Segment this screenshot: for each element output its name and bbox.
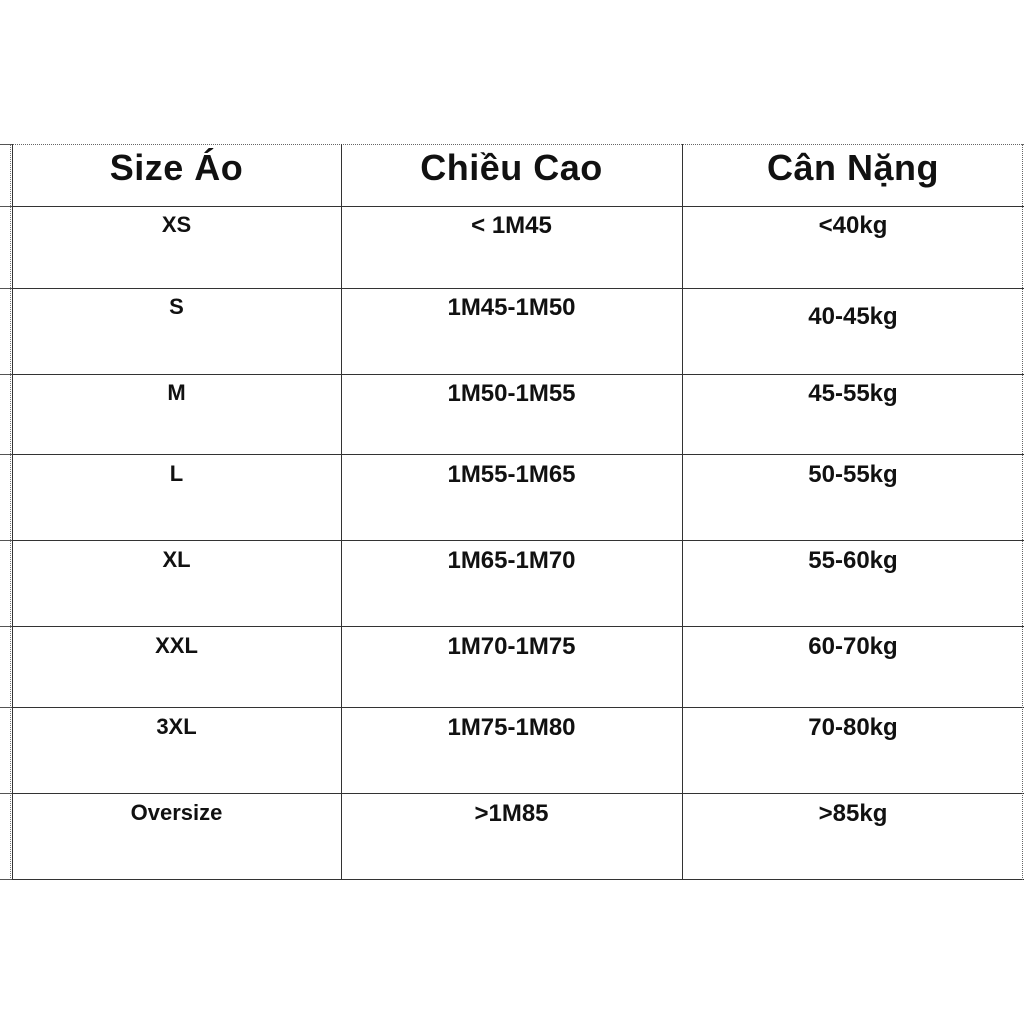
row-height: 1M65-1M70 [447, 547, 576, 574]
row-divider [12, 540, 1024, 541]
header-weight: Cân Nặng [766, 147, 939, 188]
column-divider [682, 144, 683, 880]
gutter-tick [0, 793, 12, 794]
row-weight: 40-45kg [808, 303, 898, 330]
row-weight: 45-55kg [808, 380, 898, 407]
row-weight: 50-55kg [808, 461, 898, 488]
row-size: XXL [155, 633, 198, 658]
row-size: Oversize [130, 800, 223, 825]
row-divider [12, 707, 1024, 708]
row-size: XS [161, 212, 192, 237]
gutter-tick [0, 374, 12, 375]
row-height: 1M45-1M50 [447, 294, 576, 321]
row-weight: 60-70kg [808, 633, 898, 660]
row-weight: <40kg [818, 212, 888, 239]
table-right-border [1022, 144, 1023, 880]
gutter-tick [0, 288, 12, 289]
gutter-tick [0, 540, 12, 541]
table-top-border [12, 144, 1024, 145]
table-bottom-border [12, 879, 1024, 880]
row-size: XL [162, 547, 191, 572]
row-divider [12, 793, 1024, 794]
row-size: M [167, 380, 186, 405]
column-divider [341, 144, 342, 880]
row-height: >1M85 [474, 800, 549, 827]
gutter-tick [0, 454, 12, 455]
gutter-tick [0, 879, 12, 880]
table-left-border [12, 144, 13, 880]
row-weight: >85kg [818, 800, 888, 827]
gutter-tick [0, 144, 12, 145]
header-size: Size Áo [109, 147, 244, 188]
row-size: L [169, 461, 184, 486]
left-gutter-border [10, 144, 11, 880]
row-height: 1M50-1M55 [447, 380, 576, 407]
gutter-tick [0, 206, 12, 207]
row-size: S [169, 294, 184, 319]
gutter-tick [0, 626, 12, 627]
header-bottom-border [12, 206, 1024, 207]
row-divider [12, 374, 1024, 375]
row-height: < 1M45 [471, 212, 552, 239]
row-height: 1M70-1M75 [447, 633, 576, 660]
row-weight: 55-60kg [808, 547, 898, 574]
gutter-tick [0, 707, 12, 708]
row-weight: 70-80kg [808, 714, 898, 741]
row-size: 3XL [156, 714, 197, 739]
row-divider [12, 454, 1024, 455]
row-divider [12, 288, 1024, 289]
row-height: 1M75-1M80 [447, 714, 576, 741]
row-divider [12, 626, 1024, 627]
row-height: 1M55-1M65 [447, 461, 576, 488]
header-height: Chiều Cao [420, 147, 603, 188]
